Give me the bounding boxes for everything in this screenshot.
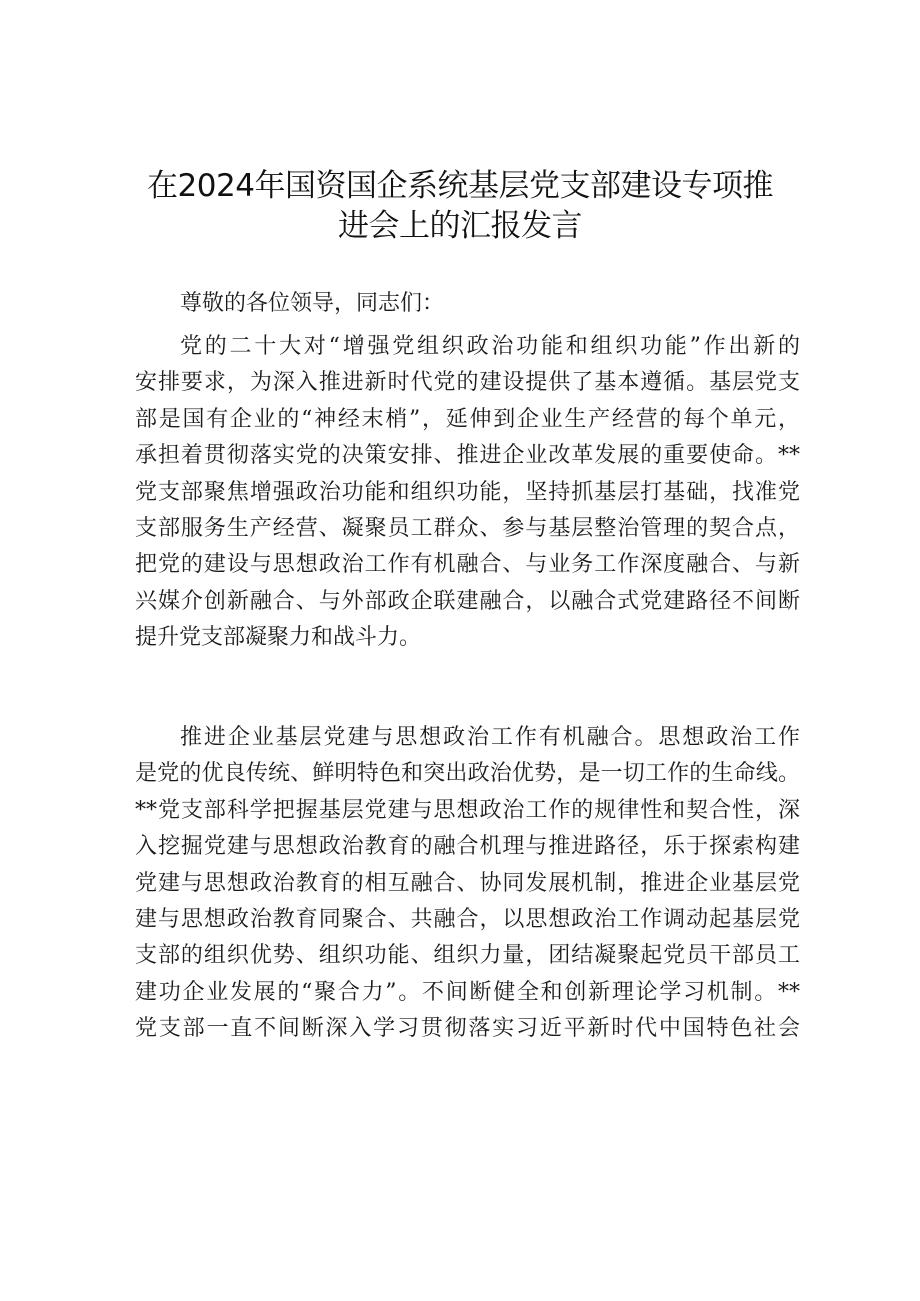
paragraph-line: 兴媒介创新融合、与外部政企联建融合，以融合式党建路径不间断 bbox=[135, 588, 800, 614]
paragraph-line: 建功企业发展的“聚合力”。不间断健全和创新理论学习机制。** bbox=[135, 979, 800, 1005]
paragraph-2 bbox=[135, 720, 800, 1048]
paragraph-line: 部是国有企业的“神经末梢”，延伸到企业生产经营的每个单元， bbox=[135, 406, 800, 432]
paragraph-line: 建与思想政治教育同聚合、共融合，以思想政治工作调动起基层党 bbox=[135, 906, 800, 932]
paragraph-line: 党建与思想政治教育的相互融合、协同发展机制，推进企业基层党 bbox=[135, 870, 800, 896]
title-line-2: 进会上的汇报发言 bbox=[338, 208, 582, 244]
paragraph-line: 安排要求，为深入推进新时代党的建设提供了基本遵循。基层党支 bbox=[135, 370, 800, 396]
paragraph-line: 提升党支部凝聚力和战斗力。 bbox=[135, 625, 422, 651]
paragraph-1 bbox=[135, 329, 800, 657]
paragraph-line: 支部服务生产经营、凝聚员工群众、参与基层整治管理的契合点， bbox=[135, 515, 800, 541]
paragraph-line: 党支部聚焦增强政治功能和组织功能，坚持抓基层打基础，找准党 bbox=[135, 479, 800, 505]
paragraph-line: 入挖掘党建与思想政治教育的融合机理与推进路径，乐于探索构建 bbox=[135, 834, 800, 860]
paragraph-line: 支部的组织优势、组织功能、组织力量，团结凝聚起党员干部员工 bbox=[135, 943, 800, 969]
paragraph-line: 把党的建设与思想政治工作有机融合、与业务工作深度融合、与新 bbox=[135, 552, 800, 578]
salutation: 尊敬的各位领导，同志们： bbox=[180, 291, 445, 316]
title-line-1: 在2024年国资国企系统基层党支部建设专项推 bbox=[147, 168, 773, 204]
paragraph-line: 是党的优良传统、鲜明特色和突出政治优势，是一切工作的生命线。 bbox=[135, 761, 800, 787]
paragraph-line: 党支部一直不间断深入学习贯彻落实习近平新时代中国特色社会 bbox=[135, 1016, 800, 1042]
document-title bbox=[130, 166, 790, 246]
paragraph-line: **党支部科学把握基层党建与思想政治工作的规律性和契合性，深 bbox=[135, 797, 800, 823]
paragraph-line: 推进企业基层党建与思想政治工作有机融合。思想政治工作 bbox=[180, 725, 800, 750]
paragraph-line: 党的二十大对“增强党组织政治功能和组织功能”作出新的 bbox=[180, 334, 800, 359]
paragraph-line: 承担着贯彻落实党的决策安排、推进企业改革发展的重要使命。** bbox=[135, 443, 800, 469]
